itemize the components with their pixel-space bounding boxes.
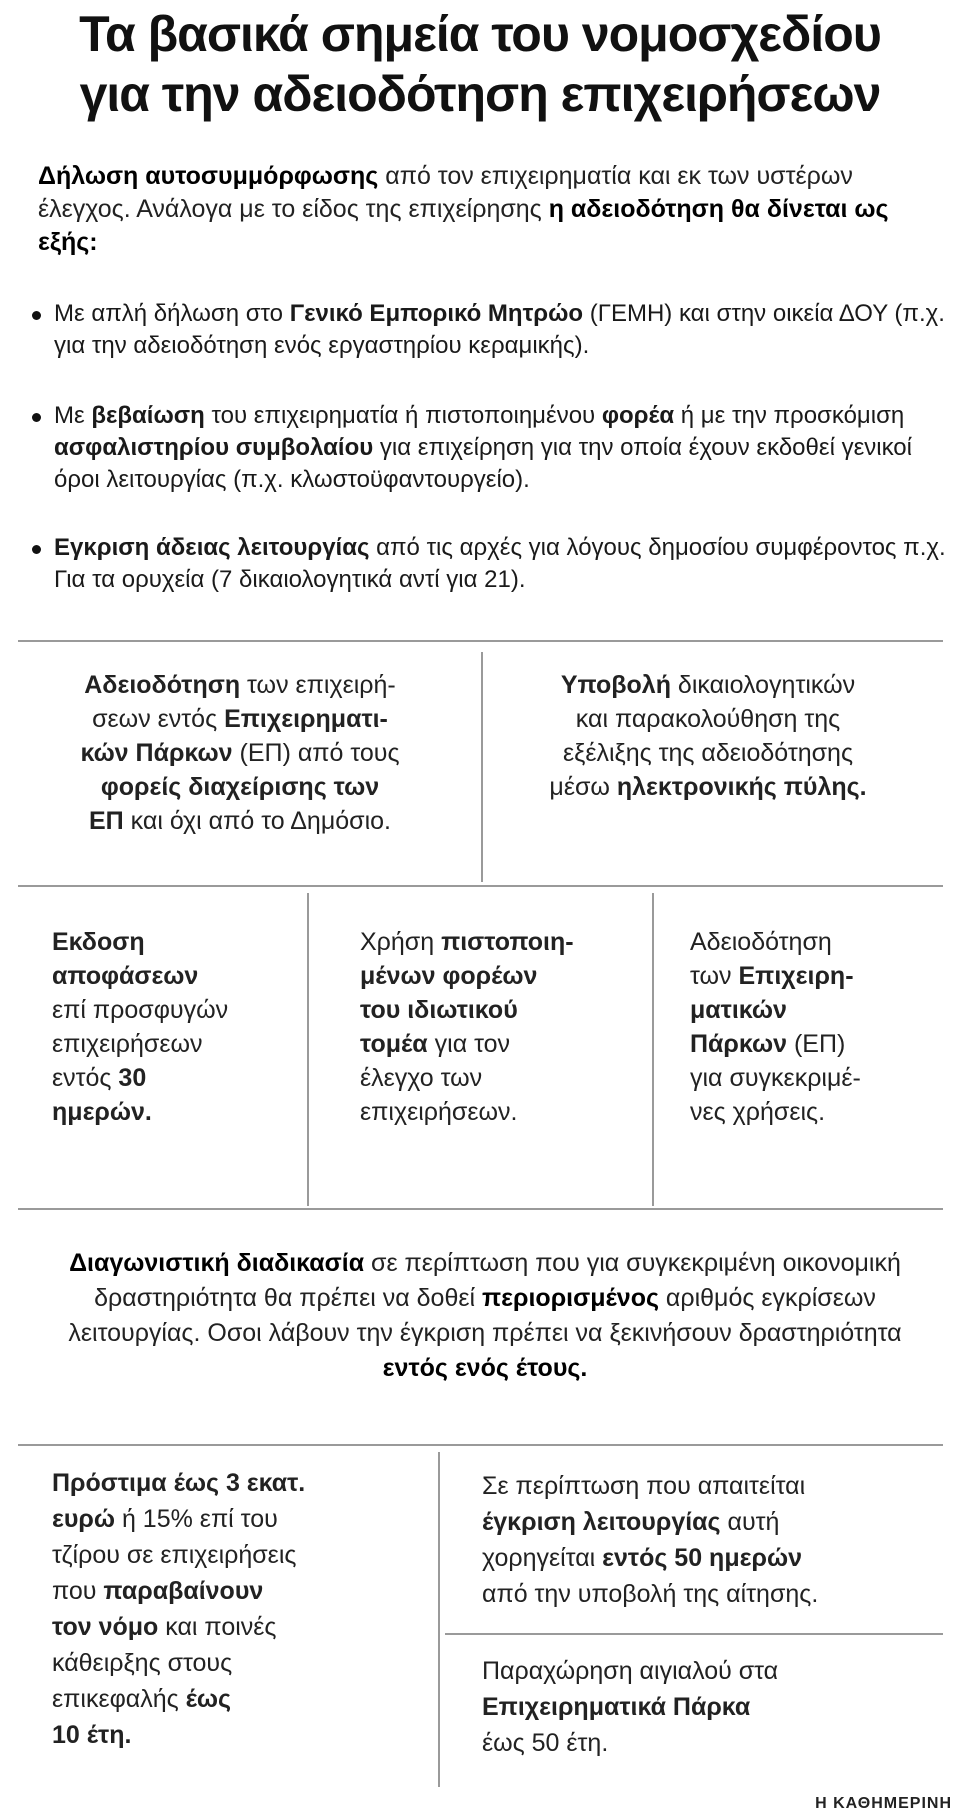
text-bold: ευρώ	[52, 1505, 116, 1533]
page-title-line-1: Τα βασικά σημεία του νομοσχεδίου	[79, 6, 881, 62]
text: και όχι από το Δημόσιο.	[123, 807, 391, 835]
divider	[18, 640, 943, 642]
text-bold: Πάρκων	[690, 1030, 788, 1058]
page-title-line-2: για την αδειοδότηση επιχειρήσεων	[79, 66, 881, 122]
text-bold: Εκδοση	[52, 928, 145, 956]
bullet-1-text-1: Με απλή δήλωση στο	[54, 300, 290, 327]
card-appeals-decisions	[52, 925, 302, 1129]
bullet-3-bold-1: Εγκριση άδειας λειτουργίας	[54, 534, 370, 561]
text: που	[52, 1577, 104, 1605]
text-bold: Επιχειρηματι-	[224, 705, 388, 733]
text: Σε περίπτωση που απαιτείται	[482, 1472, 806, 1500]
card-fines	[52, 1465, 432, 1753]
text-bold: ΕΠ	[89, 807, 124, 835]
card-electronic-portal	[498, 668, 918, 804]
text: δικαιολογητικών	[670, 671, 856, 699]
text: επικεφαλής	[52, 1685, 186, 1713]
text-bold: ματικών	[690, 996, 787, 1024]
bullet-3-text-1: από τις αρχές για λόγους δημοσίου συμφέροντος π.χ. Για τα ορυχεία (7 δικαιολογητικά αντί για 21).	[54, 534, 946, 593]
bullet-dot-icon	[32, 545, 41, 554]
text: κάθειρξης στους	[52, 1649, 233, 1677]
bullet-text	[54, 298, 954, 362]
text: εξέλιξης της αδειοδότησης	[562, 739, 853, 767]
publisher-credit: Η ΚΑΘΗΜΕΡΙΝΗ	[815, 1795, 952, 1812]
text-bold: τομέα	[360, 1030, 428, 1058]
text: από την υποβολή της αίτησης.	[482, 1580, 819, 1608]
card-private-sector-bodies	[360, 925, 650, 1129]
card-specific-uses	[690, 925, 940, 1129]
text-bold: τον νόμο	[52, 1613, 159, 1641]
text: επί προσφυγών	[52, 996, 229, 1024]
intro-paragraph	[38, 160, 918, 259]
divider	[18, 1444, 943, 1446]
text-bold: ηλεκτρονικής πύλης.	[616, 773, 867, 801]
divider	[652, 893, 654, 1206]
bullet-text	[54, 400, 954, 496]
divider	[307, 893, 309, 1206]
text: επιχειρήσεων	[52, 1030, 203, 1058]
text-bold: ημερών.	[52, 1098, 152, 1126]
divider	[445, 1633, 943, 1635]
bullet-2-bold-2: φορέα	[601, 402, 675, 429]
text: έλεγχο των	[360, 1064, 483, 1092]
text: για τον	[427, 1030, 511, 1058]
text: τζίρου σε επιχειρήσεις	[52, 1541, 297, 1569]
divider	[18, 885, 943, 887]
text: αριθμός εγκρίσεων λειτουργίας. Οσοι λάβουν την έγκριση πρέπει να ξεκινήσουν δραστηριότητα	[68, 1284, 902, 1347]
text-bold: φορείς διαχείρισης των	[100, 773, 380, 801]
divider	[18, 1208, 943, 1210]
text: επιχειρήσεων.	[360, 1098, 518, 1126]
competitive-procedure-paragraph	[40, 1246, 930, 1386]
bullet-2-text-4: για επιχείρηση για την οποία έχουν εκδοθεί γενικοί όροι λειτουργίας (π.χ. κλωστοϋφαντουργείο).	[54, 434, 912, 493]
text: νες χρήσεις.	[690, 1098, 826, 1126]
text-bold: Διαγωνιστική διαδικασία	[69, 1249, 365, 1277]
text-bold: αποφάσεων	[52, 962, 199, 990]
card-coastline-concession	[482, 1653, 942, 1761]
bullet-2-bold-1: βεβαίωση	[91, 402, 205, 429]
text-bold: εντός ενός έτους.	[382, 1354, 588, 1382]
bullet-2-text-2: του επιχειρηματία ή πιστοποιημένου	[204, 402, 602, 429]
bullet-2-text-1: Με	[54, 402, 92, 429]
text: και παρακολούθηση της	[575, 705, 841, 733]
text-bold: εντός 50 ημερών	[602, 1544, 802, 1572]
text-bold: Επιχειρηματικά Πάρκα	[482, 1693, 751, 1721]
text: Αδειοδότηση	[690, 928, 832, 956]
bullet-text	[54, 532, 954, 596]
bullet-dot-icon	[32, 413, 41, 422]
text-bold: πιστοποιη-	[441, 928, 574, 956]
card-operating-approval	[482, 1468, 942, 1612]
text-bold: Επιχειρη-	[738, 962, 854, 990]
text: Χρήση	[360, 928, 442, 956]
text: (ΕΠ) από τους	[232, 739, 400, 767]
bullet-dot-icon	[32, 311, 41, 320]
text: σε περίπτωση που για συγκεκριμένη οικονομική δραστηριότητα θα πρέπει να δοθεί	[94, 1249, 901, 1312]
divider	[438, 1452, 440, 1787]
text-bold: κών Πάρκων	[80, 739, 233, 767]
text: των επιχειρή-	[240, 671, 396, 699]
text-bold: 10 έτη.	[52, 1721, 132, 1749]
bullet-2-text-3: ή με την προσκόμιση	[674, 402, 905, 429]
divider	[481, 652, 483, 882]
text: Παραχώρηση αιγιαλού στα	[482, 1657, 779, 1685]
text-bold: 30	[118, 1064, 147, 1092]
text-bold: περιορισμένος	[482, 1284, 659, 1312]
text: ή 15% επί του	[115, 1505, 278, 1533]
bullet-1-text-2: (ΓΕΜΗ) και στην οικεία ΔΟΥ (π.χ. για την αδειοδότηση ενός εργαστηρίου κεραμικής).	[54, 300, 945, 359]
text: των	[690, 962, 739, 990]
intro-text-1: από τον επιχειρηματία και εκ των υστέρων έλεγχος. Ανάλογα με το είδος της επιχείρησης	[38, 162, 853, 223]
card-business-parks-licensing	[30, 668, 450, 838]
bullet-2-bold-3: ασφαλιστηρίου συμβολαίου	[54, 434, 374, 461]
text: (ΕΠ)	[787, 1030, 846, 1058]
text: εντός	[52, 1064, 119, 1092]
text-bold: Αδειοδότηση	[84, 671, 241, 699]
text: σεων εντός	[92, 705, 225, 733]
text: έως 50 έτη.	[482, 1729, 609, 1757]
text: μέσω	[549, 773, 617, 801]
text-bold: μένων φορέων	[360, 962, 538, 990]
text-bold: του ιδιωτικού	[360, 996, 518, 1024]
text: για συγκεκριμέ-	[690, 1064, 861, 1092]
text-bold: παραβαίνουν	[103, 1577, 264, 1605]
intro-bold-2: η αδειοδότηση θα δίνεται ως εξής:	[38, 195, 889, 256]
text-bold: Υποβολή	[560, 671, 671, 699]
intro-bold-1: Δήλωση αυτοσυμμόρφωσης	[38, 162, 379, 190]
text: αυτή	[720, 1508, 780, 1536]
text-bold: έγκριση λειτουργίας	[482, 1508, 721, 1536]
text: χορηγείται	[482, 1544, 603, 1572]
bullet-1-bold-1: Γενικό Εμπορικό Μητρώο	[289, 300, 584, 327]
text: και ποινές	[158, 1613, 277, 1641]
text-bold: Πρόστιμα έως 3 εκατ.	[52, 1469, 306, 1497]
text-bold: έως	[185, 1685, 232, 1713]
